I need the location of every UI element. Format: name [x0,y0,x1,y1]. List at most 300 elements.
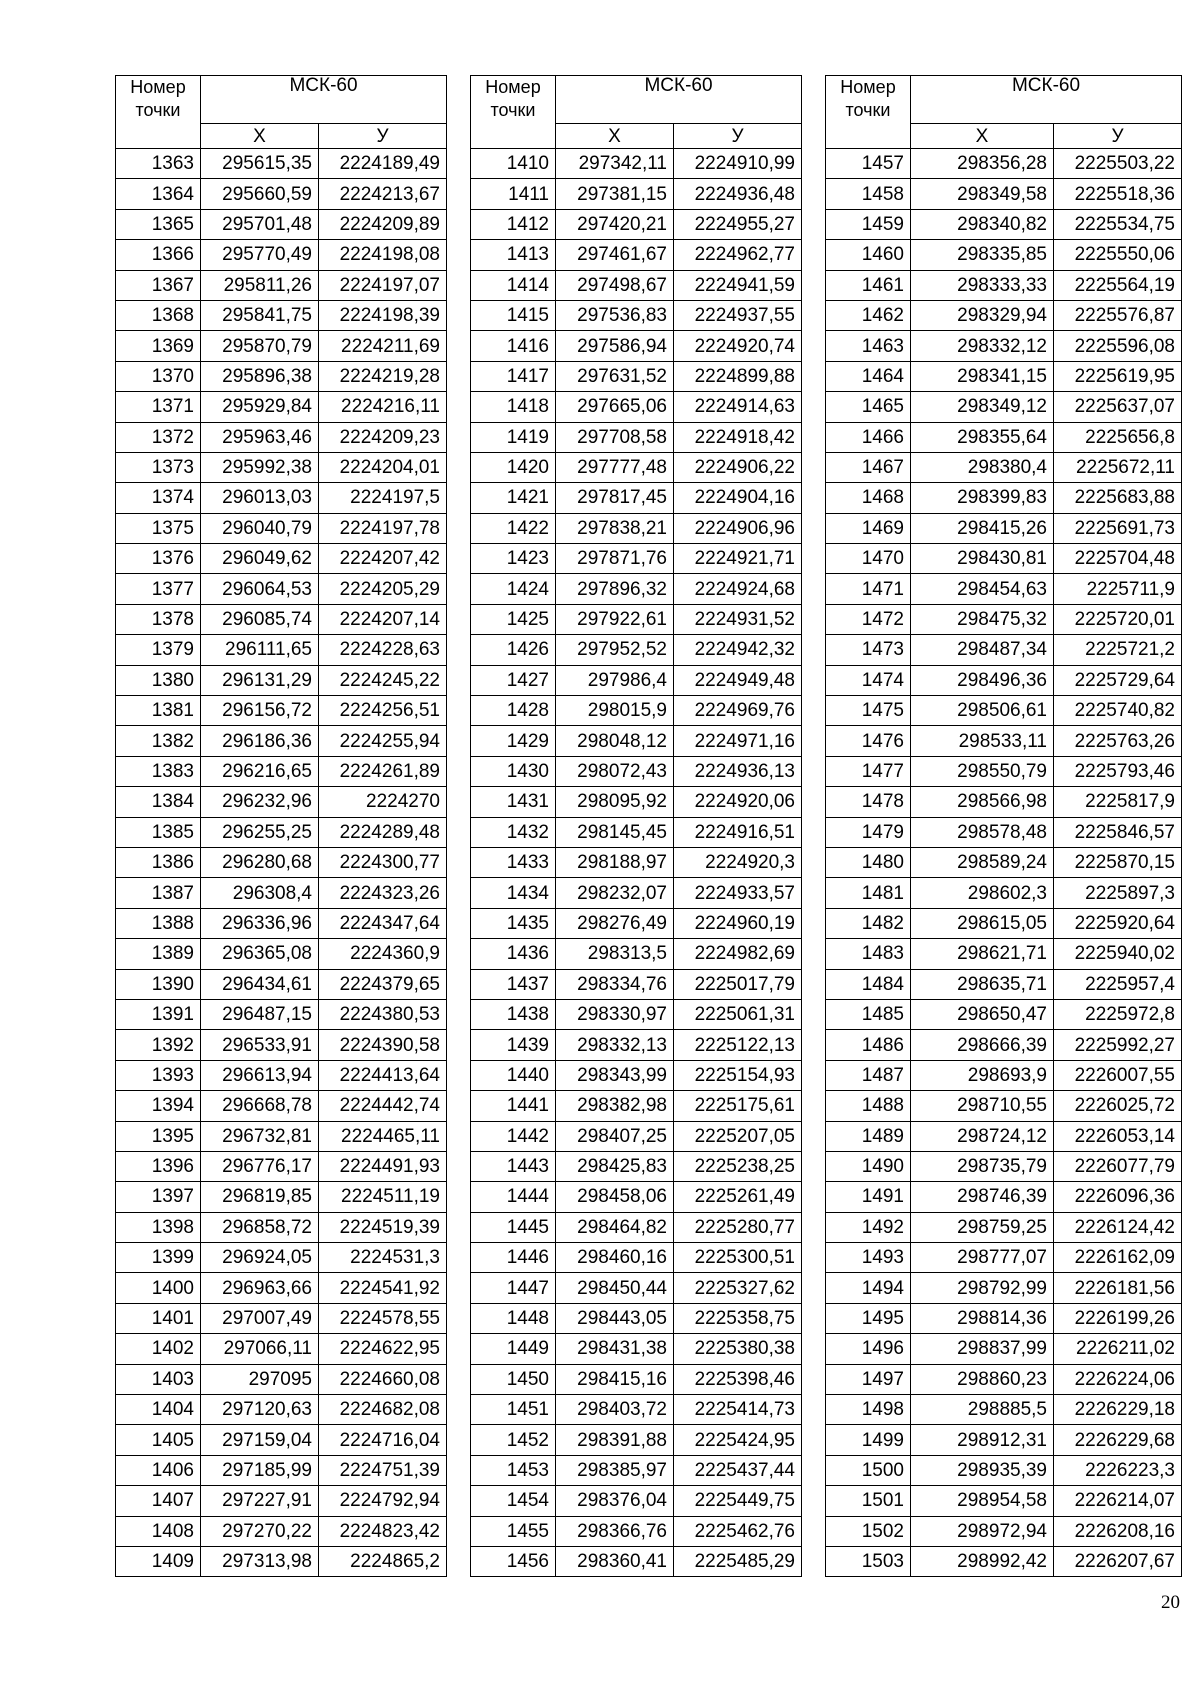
y-coordinate-cell: 2225358,75 [674,1303,802,1333]
point-number-cell: 1423 [471,544,556,574]
x-coordinate-cell: 296111,65 [201,635,319,665]
point-number-cell: 1457 [826,149,911,179]
table-row [116,1364,447,1394]
table-row [471,1151,802,1181]
table-row [826,1516,1182,1546]
point-number-cell: 1493 [826,1243,911,1273]
point-number-cell: 1444 [471,1182,556,1212]
y-coordinate-cell: 2225711,9 [1054,574,1182,604]
table-row [471,939,802,969]
point-number-cell: 1401 [116,1303,201,1333]
table-row [826,1395,1182,1425]
x-coordinate-cell: 298635,71 [911,969,1054,999]
y-coordinate-cell: 2224189,49 [319,149,447,179]
point-number-cell: 1502 [826,1516,911,1546]
y-coordinate-cell: 2224682,08 [319,1395,447,1425]
y-coordinate-cell: 2224209,23 [319,422,447,452]
y-coordinate-cell: 2225596,08 [1054,331,1182,361]
table-row [826,665,1182,695]
point-number-cell: 1440 [471,1060,556,1090]
table-row [826,392,1182,422]
table-row [471,604,802,634]
point-number-cell: 1435 [471,908,556,938]
point-number-cell: 1368 [116,300,201,330]
x-coordinate-cell: 296040,79 [201,513,319,543]
y-coordinate-cell: 2225261,49 [674,1182,802,1212]
point-number-cell: 1451 [471,1395,556,1425]
point-number-cell: 1455 [471,1516,556,1546]
x-coordinate-cell: 298329,94 [911,300,1054,330]
y-coordinate-cell: 2225154,93 [674,1060,802,1090]
table-row [116,1243,447,1273]
table-row [826,361,1182,391]
point-number-cell: 1495 [826,1303,911,1333]
x-coordinate-cell: 297498,67 [556,270,674,300]
table-row [471,1273,802,1303]
table-row [826,1303,1182,1333]
y-coordinate-cell: 2225462,76 [674,1516,802,1546]
table-row [471,361,802,391]
y-coordinate-cell: 2225637,07 [1054,392,1182,422]
header-x: Х [556,124,674,149]
y-coordinate-cell: 2224531,3 [319,1243,447,1273]
point-number-cell: 1388 [116,908,201,938]
point-number-cell: 1428 [471,696,556,726]
x-coordinate-cell: 296085,74 [201,604,319,634]
point-number-cell: 1490 [826,1151,911,1181]
point-number-cell: 1409 [116,1546,201,1576]
table-row [826,1121,1182,1151]
point-number-cell: 1371 [116,392,201,422]
table-row [116,939,447,969]
table-row [826,1030,1182,1060]
point-number-cell: 1431 [471,787,556,817]
x-coordinate-cell: 297631,52 [556,361,674,391]
point-number-cell: 1459 [826,209,911,239]
y-coordinate-cell: 2225972,8 [1054,999,1182,1029]
point-number-cell: 1462 [826,300,911,330]
table-row [471,149,802,179]
x-coordinate-cell: 298343,99 [556,1060,674,1090]
table-row [471,1212,802,1242]
y-coordinate-cell: 2226199,26 [1054,1303,1182,1333]
x-coordinate-cell: 298340,82 [911,209,1054,239]
table-row [471,726,802,756]
point-number-cell: 1383 [116,756,201,786]
x-coordinate-cell: 297536,83 [556,300,674,330]
table-row [471,817,802,847]
table-row [471,452,802,482]
table-row [116,1486,447,1516]
table-row [826,300,1182,330]
x-coordinate-cell: 296668,78 [201,1091,319,1121]
table-row [826,1212,1182,1242]
point-number-cell: 1477 [826,756,911,786]
table-row [826,1546,1182,1576]
x-coordinate-cell: 298333,33 [911,270,1054,300]
y-coordinate-cell: 2225656,8 [1054,422,1182,452]
y-coordinate-cell: 2225061,31 [674,999,802,1029]
y-coordinate-cell: 2224949,48 [674,665,802,695]
point-number-cell: 1467 [826,452,911,482]
point-number-cell: 1406 [116,1455,201,1485]
point-number-cell: 1437 [471,969,556,999]
point-number-cell: 1380 [116,665,201,695]
point-number-cell: 1487 [826,1060,911,1090]
point-number-cell: 1424 [471,574,556,604]
table-row [116,665,447,695]
point-number-cell: 1448 [471,1303,556,1333]
x-coordinate-cell: 296255,25 [201,817,319,847]
x-coordinate-cell: 295896,38 [201,361,319,391]
x-coordinate-cell: 297270,22 [201,1516,319,1546]
point-number-cell: 1426 [471,635,556,665]
header-coordinate-system: МСК-60 [911,76,1182,124]
point-number-cell: 1427 [471,665,556,695]
x-coordinate-cell: 298232,07 [556,878,674,908]
x-coordinate-cell: 296533,91 [201,1030,319,1060]
point-number-cell: 1372 [116,422,201,452]
y-coordinate-cell: 2226162,09 [1054,1243,1182,1273]
table-row [826,422,1182,452]
x-coordinate-cell: 297986,4 [556,665,674,695]
x-coordinate-cell: 298487,34 [911,635,1054,665]
point-number-cell: 1464 [826,361,911,391]
y-coordinate-cell: 2224442,74 [319,1091,447,1121]
x-coordinate-cell: 297952,52 [556,635,674,665]
y-coordinate-cell: 2224823,42 [319,1516,447,1546]
x-coordinate-cell: 298341,15 [911,361,1054,391]
table-row [116,392,447,422]
point-number-cell: 1497 [826,1364,911,1394]
point-number-cell: 1463 [826,331,911,361]
x-coordinate-cell: 296156,72 [201,696,319,726]
x-coordinate-cell: 298460,16 [556,1243,674,1273]
x-coordinate-cell: 298335,85 [911,240,1054,270]
x-coordinate-cell: 298072,43 [556,756,674,786]
y-coordinate-cell: 2224347,64 [319,908,447,938]
point-number-cell: 1453 [471,1455,556,1485]
table-row [826,240,1182,270]
x-coordinate-cell: 297896,32 [556,574,674,604]
y-coordinate-cell: 2224904,16 [674,483,802,513]
table-row [116,240,447,270]
table-row [471,1091,802,1121]
point-number-cell: 1434 [471,878,556,908]
x-coordinate-cell: 297586,94 [556,331,674,361]
y-coordinate-cell: 2226224,06 [1054,1364,1182,1394]
y-coordinate-cell: 2224969,76 [674,696,802,726]
table-row [826,1151,1182,1181]
point-number-cell: 1466 [826,422,911,452]
x-coordinate-cell: 295615,35 [201,149,319,179]
x-coordinate-cell: 298533,11 [911,726,1054,756]
table-row [471,1030,802,1060]
point-number-cell: 1482 [826,908,911,938]
table-row [116,422,447,452]
y-coordinate-cell: 2224914,63 [674,392,802,422]
x-coordinate-cell: 298693,9 [911,1060,1054,1090]
y-coordinate-cell: 2225437,44 [674,1455,802,1485]
header-y: У [674,124,802,149]
y-coordinate-cell: 2224942,32 [674,635,802,665]
y-coordinate-cell: 2224920,06 [674,787,802,817]
x-coordinate-cell: 295841,75 [201,300,319,330]
table-row [116,1546,447,1576]
table-row [471,1395,802,1425]
table-row [116,452,447,482]
table-row [471,574,802,604]
y-coordinate-cell: 2225534,75 [1054,209,1182,239]
table-row [471,1243,802,1273]
table-row [471,240,802,270]
point-number-cell: 1432 [471,817,556,847]
y-coordinate-cell: 2224792,94 [319,1486,447,1516]
point-number-cell: 1399 [116,1243,201,1273]
y-coordinate-cell: 2224465,11 [319,1121,447,1151]
y-coordinate-cell: 2224960,19 [674,908,802,938]
x-coordinate-cell: 296308,4 [201,878,319,908]
table-row [471,331,802,361]
y-coordinate-cell: 2225380,38 [674,1334,802,1364]
point-number-cell: 1418 [471,392,556,422]
coordinates-table-3 [825,75,1182,1577]
point-number-cell: 1416 [471,331,556,361]
x-coordinate-cell: 297708,58 [556,422,674,452]
table-row [116,1395,447,1425]
table-row [116,696,447,726]
point-number-cell: 1402 [116,1334,201,1364]
x-coordinate-cell: 297185,99 [201,1455,319,1485]
point-number-cell: 1413 [471,240,556,270]
point-number-cell: 1375 [116,513,201,543]
table-row [471,392,802,422]
point-number-cell: 1394 [116,1091,201,1121]
table-row [826,149,1182,179]
table-row [116,1516,447,1546]
y-coordinate-cell: 2224209,89 [319,209,447,239]
x-coordinate-cell: 298356,28 [911,149,1054,179]
table-row [826,1486,1182,1516]
x-coordinate-cell: 297871,76 [556,544,674,574]
point-number-cell: 1430 [471,756,556,786]
table-row [471,696,802,726]
point-number-cell: 1425 [471,604,556,634]
y-coordinate-cell: 2224660,08 [319,1364,447,1394]
table-row [826,331,1182,361]
point-number-cell: 1456 [471,1546,556,1576]
y-coordinate-cell: 2224933,57 [674,878,802,908]
x-coordinate-cell: 298615,05 [911,908,1054,938]
x-coordinate-cell: 297159,04 [201,1425,319,1455]
point-number-cell: 1421 [471,483,556,513]
table-row [471,270,802,300]
x-coordinate-cell: 296216,65 [201,756,319,786]
point-number-cell: 1365 [116,209,201,239]
y-coordinate-cell: 2226223,3 [1054,1455,1182,1485]
x-coordinate-cell: 298506,61 [911,696,1054,726]
x-coordinate-cell: 298814,36 [911,1303,1054,1333]
table-row [471,1516,802,1546]
table-row [471,1486,802,1516]
y-coordinate-cell: 2224289,48 [319,817,447,847]
x-coordinate-cell: 296819,85 [201,1182,319,1212]
y-coordinate-cell: 2226208,16 [1054,1516,1182,1546]
point-number-cell: 1364 [116,179,201,209]
point-number-cell: 1378 [116,604,201,634]
table-row [826,1091,1182,1121]
y-coordinate-cell: 2224971,16 [674,726,802,756]
y-coordinate-cell: 2224213,67 [319,179,447,209]
y-coordinate-cell: 2224300,77 [319,847,447,877]
point-number-cell: 1403 [116,1364,201,1394]
point-number-cell: 1461 [826,270,911,300]
table-row [471,999,802,1029]
x-coordinate-cell: 298837,99 [911,1334,1054,1364]
point-number-cell: 1475 [826,696,911,726]
x-coordinate-cell: 298399,83 [911,483,1054,513]
y-coordinate-cell: 2225683,88 [1054,483,1182,513]
point-number-cell: 1422 [471,513,556,543]
point-number-cell: 1472 [826,604,911,634]
table-row [826,1182,1182,1212]
y-coordinate-cell: 2225920,64 [1054,908,1182,938]
table-row [826,847,1182,877]
x-coordinate-cell: 296613,94 [201,1060,319,1090]
y-coordinate-cell: 2225817,9 [1054,787,1182,817]
x-coordinate-cell: 298415,26 [911,513,1054,543]
point-number-cell: 1470 [826,544,911,574]
x-coordinate-cell: 296232,96 [201,787,319,817]
y-coordinate-cell: 2224413,64 [319,1060,447,1090]
point-number-cell: 1473 [826,635,911,665]
point-number-cell: 1411 [471,179,556,209]
header-coordinate-system: МСК-60 [201,76,447,124]
y-coordinate-cell: 2225721,2 [1054,635,1182,665]
point-number-cell: 1377 [116,574,201,604]
y-coordinate-cell: 2224360,9 [319,939,447,969]
x-coordinate-cell: 296280,68 [201,847,319,877]
point-number-cell: 1404 [116,1395,201,1425]
table-row [826,1425,1182,1455]
point-number-cell: 1386 [116,847,201,877]
y-coordinate-cell: 2224379,65 [319,969,447,999]
y-coordinate-cell: 2225619,95 [1054,361,1182,391]
y-coordinate-cell: 2225720,01 [1054,604,1182,634]
y-coordinate-cell: 2225300,51 [674,1243,802,1273]
point-number-cell: 1446 [471,1243,556,1273]
table-row [116,179,447,209]
table-row [826,939,1182,969]
header-point-number: Номер точки [471,76,556,149]
y-coordinate-cell: 2224931,52 [674,604,802,634]
table-row [116,1425,447,1455]
y-coordinate-cell: 2224197,07 [319,270,447,300]
table-row [471,483,802,513]
y-coordinate-cell: 2224955,27 [674,209,802,239]
point-number-cell: 1491 [826,1182,911,1212]
x-coordinate-cell: 296732,81 [201,1121,319,1151]
x-coordinate-cell: 298366,76 [556,1516,674,1546]
y-coordinate-cell: 2224751,39 [319,1455,447,1485]
point-number-cell: 1366 [116,240,201,270]
table-row [826,756,1182,786]
coordinates-table-2 [470,75,802,1577]
point-number-cell: 1460 [826,240,911,270]
x-coordinate-cell: 297381,15 [556,179,674,209]
table-row [826,179,1182,209]
table-row [826,452,1182,482]
x-coordinate-cell: 298666,39 [911,1030,1054,1060]
y-coordinate-cell: 2224941,59 [674,270,802,300]
table-row [116,1334,447,1364]
y-coordinate-cell: 2225870,15 [1054,847,1182,877]
x-coordinate-cell: 298992,42 [911,1546,1054,1576]
x-coordinate-cell: 297838,21 [556,513,674,543]
x-coordinate-cell: 298425,83 [556,1151,674,1181]
x-coordinate-cell: 298860,23 [911,1364,1054,1394]
table-row [116,969,447,999]
y-coordinate-cell: 2226025,72 [1054,1091,1182,1121]
point-number-cell: 1400 [116,1273,201,1303]
point-number-cell: 1478 [826,787,911,817]
x-coordinate-cell: 297066,11 [201,1334,319,1364]
point-number-cell: 1503 [826,1546,911,1576]
table-row [116,270,447,300]
point-number-cell: 1414 [471,270,556,300]
point-number-cell: 1474 [826,665,911,695]
page-number: 20 [1161,1592,1180,1613]
point-number-cell: 1391 [116,999,201,1029]
point-number-cell: 1496 [826,1334,911,1364]
table-row [826,1243,1182,1273]
x-coordinate-cell: 298935,39 [911,1455,1054,1485]
point-number-cell: 1476 [826,726,911,756]
x-coordinate-cell: 298403,72 [556,1395,674,1425]
point-number-cell: 1389 [116,939,201,969]
x-coordinate-cell: 296434,61 [201,969,319,999]
x-coordinate-cell: 298332,13 [556,1030,674,1060]
table-row [826,209,1182,239]
table-row [471,908,802,938]
x-coordinate-cell: 298621,71 [911,939,1054,969]
table-row [471,1182,802,1212]
x-coordinate-cell: 298431,38 [556,1334,674,1364]
point-number-cell: 1436 [471,939,556,969]
table-row [826,1273,1182,1303]
table-row [116,1091,447,1121]
x-coordinate-cell: 295963,46 [201,422,319,452]
y-coordinate-cell: 2226207,67 [1054,1546,1182,1576]
x-coordinate-cell: 298332,12 [911,331,1054,361]
table-row [471,635,802,665]
table-row [471,1121,802,1151]
y-coordinate-cell: 2224270 [319,787,447,817]
point-number-cell: 1376 [116,544,201,574]
x-coordinate-cell: 296131,29 [201,665,319,695]
x-coordinate-cell: 295660,59 [201,179,319,209]
point-number-cell: 1439 [471,1030,556,1060]
y-coordinate-cell: 2225763,26 [1054,726,1182,756]
y-coordinate-cell: 2225704,48 [1054,544,1182,574]
x-coordinate-cell: 298724,12 [911,1121,1054,1151]
x-coordinate-cell: 297665,06 [556,392,674,422]
header-y: У [1054,124,1182,149]
x-coordinate-cell: 298391,88 [556,1425,674,1455]
x-coordinate-cell: 297461,67 [556,240,674,270]
y-coordinate-cell: 2224261,89 [319,756,447,786]
y-coordinate-cell: 2225238,25 [674,1151,802,1181]
